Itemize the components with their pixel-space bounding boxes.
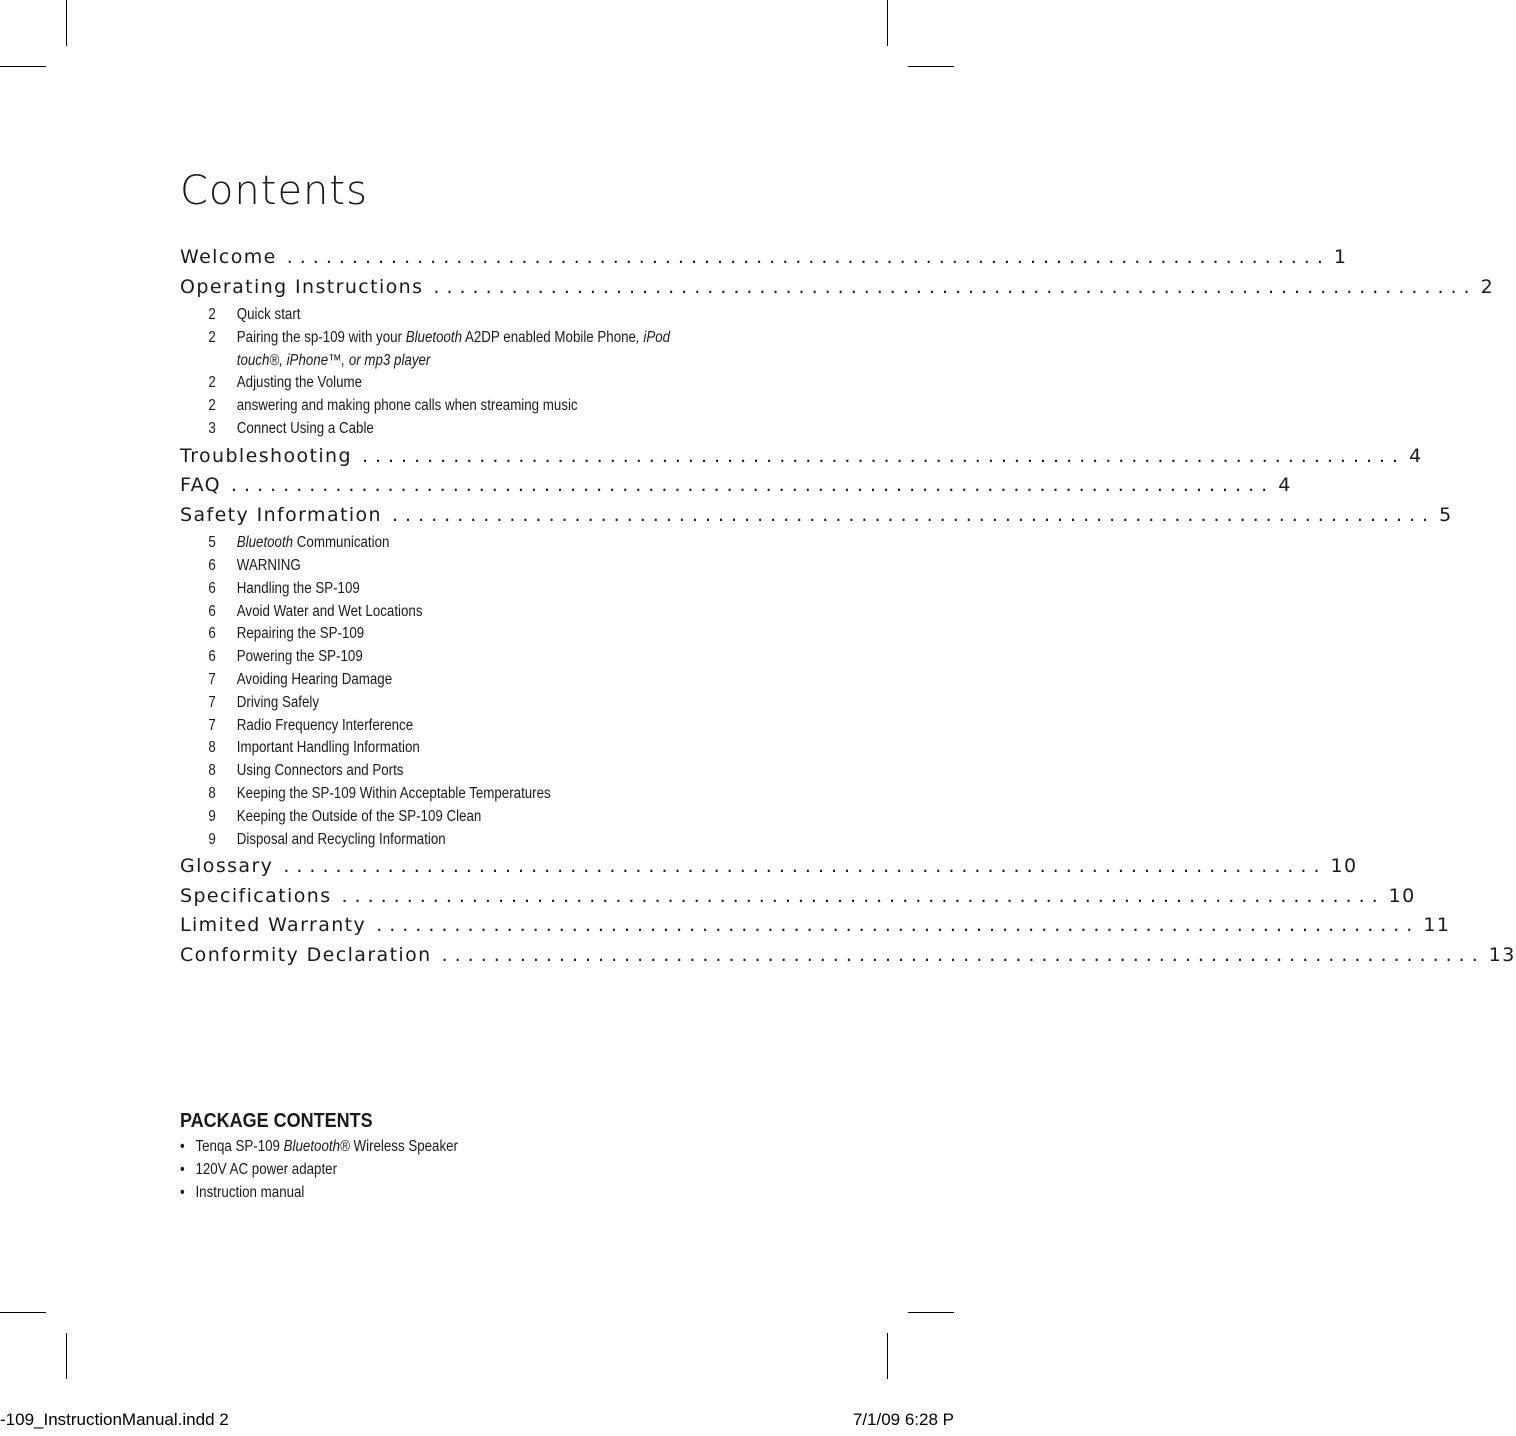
package-contents [180,1110,503,1204]
toc-entry[interactable] [180,246,1348,276]
toc-subentry-page: 7 [208,716,216,734]
toc-entry-page: 2 [1480,275,1495,298]
toc-subentry[interactable] [180,395,765,418]
toc-entry-page: 5 [1439,503,1453,526]
toc-leader-dots: ................................................................................ [231,474,1275,497]
toc-entry[interactable] [180,943,1516,974]
toc-entry-page: 13 [1488,943,1516,966]
slug-filename: -109_InstructionManual.indd 2 [0,1410,229,1429]
toc-subentry-label: Keeping the Outside of the SP-109 Clean [236,807,482,825]
bullet-icon: • [180,1160,185,1178]
toc-subentry[interactable] [180,783,765,806]
toc-subentry[interactable] [180,350,765,373]
toc-subentry[interactable] [180,692,765,715]
toc-entry-page: 11 [1423,914,1451,937]
toc-subentry-label: Repairing the SP-109 [236,625,365,643]
toc-subentries [180,532,774,851]
toc-entry[interactable] [180,884,1416,915]
toc-subentry-page: 9 [208,830,216,848]
toc-entry[interactable] [180,914,1451,944]
toc-entry-page: 4 [1278,474,1292,497]
list-item [180,1159,458,1182]
crop-mark-bottom-left-horizontal [0,1312,46,1313]
text-run: Communication [293,534,390,552]
toc-entry-page: 4 [1409,444,1423,467]
toc-subentry[interactable] [180,646,765,669]
toc-subentry-label: Using Connectors and Ports [236,762,404,780]
crop-mark-top-right-horizontal [908,66,954,67]
toc-entry[interactable] [180,474,1292,504]
toc-subentry[interactable] [180,601,765,624]
toc-subentry-page: 2 [208,397,216,415]
toc-leader-dots: ................................................................................ [433,275,1477,298]
toc-subentry[interactable] [180,418,765,441]
toc-subentry[interactable] [180,669,765,692]
toc-entry-page: 10 [1388,884,1416,907]
bullet-icon: • [180,1138,185,1155]
toc-entry-page: 1 [1333,246,1348,268]
toc-subentry-label [237,532,765,555]
toc-subentry-label [237,327,765,350]
slug-date-time: 7/1/09 6:28 P [852,1410,954,1429]
toc-subentry-label [237,350,765,373]
toc-leader-dots: ................................................................................ [392,503,1436,526]
toc-subentry-label: Driving Safely [236,693,319,711]
toc-subentry-label: answering and making phone calls when streaming music [236,397,578,415]
toc-subentry[interactable] [180,327,765,350]
toc-subentry-page: 6 [208,602,216,620]
toc-subentry-page: 9 [208,807,216,825]
text-run: Bluetooth [405,328,463,346]
page-title: Contents [180,168,368,214]
toc-subentry-page [180,350,237,373]
crop-mark-top-right-vertical [887,0,888,46]
toc-subentry-label: Adjusting the Volume [236,374,362,392]
toc-leader-dots: ................................................................................ [283,855,1327,878]
toc-entry[interactable] [180,275,1495,306]
toc-subentry-label: Connect Using a Cable [236,419,374,437]
crop-mark-bottom-right-horizontal [908,1312,954,1313]
toc-subentry-label: WARNING [236,557,301,575]
toc-subentry-label: Radio Frequency Interference [236,716,414,734]
toc-entry-label: Troubleshooting [180,444,352,467]
toc-subentry[interactable] [180,578,765,601]
list-item [180,1136,458,1159]
toc-subentry-page: 6 [208,648,216,666]
package-contents-heading: PACKAGE CONTENTS [180,1110,373,1132]
text-run: Tenqa SP-109 [195,1138,284,1155]
crop-mark-bottom-left-vertical [66,1333,67,1379]
crop-mark-top-left-horizontal [0,66,46,67]
crop-mark-bottom-right-vertical [887,1333,888,1379]
toc-subentry-label: Avoid Water and Wet Locations [236,602,423,620]
toc-subentry-label: Important Handling Information [236,739,420,757]
toc-subentry[interactable] [180,829,765,852]
toc-leader-dots: ................................................................................ [441,943,1485,966]
text-run: Instruction manual [195,1183,305,1201]
toc-subentry[interactable] [180,623,765,646]
toc-subentry[interactable] [180,806,765,829]
toc-subentry[interactable] [180,532,765,555]
toc-subentry-page: 6 [208,579,216,597]
toc-subentry-page: 7 [208,693,216,711]
toc-subentry-page: 8 [208,785,216,803]
toc-subentry-page: 2 [208,306,216,323]
toc-subentry[interactable] [180,737,765,760]
toc-entry-label: Specifications [180,884,332,907]
toc-entry-label: Limited Warranty [180,914,367,937]
text-run: touch®, iPhone™, or mp3 player [236,351,431,369]
toc-subentry-label: Keeping the SP-109 Within Acceptable Temperatures [236,785,551,803]
toc-entry-label: Operating Instructions [180,275,424,298]
bullet-icon: • [180,1183,185,1201]
toc-entry-label: FAQ [180,474,222,497]
toc-subentry-page: 8 [208,739,216,757]
text-run: Bluetooth® [283,1138,350,1155]
toc-subentry[interactable] [180,715,765,738]
text-run: Wireless Speaker [349,1138,458,1155]
table-of-contents [180,246,1516,973]
toc-subentry[interactable] [180,555,765,578]
package-contents-list [180,1136,503,1204]
toc-entry-label: Welcome [180,246,277,268]
toc-entry[interactable] [180,444,1423,475]
toc-subentry-label: Quick start [236,306,301,323]
toc-entry-page: 10 [1330,855,1358,878]
toc-leader-dots: ................................................................................ [341,884,1385,907]
toc-entry[interactable] [180,855,1358,885]
toc-subentry-page: 3 [208,419,216,437]
toc-subentry-label: Disposal and Recycling Information [236,830,446,848]
toc-leader-dots: ................................................................................ [361,444,1406,467]
toc-subentry-page: 5 [208,534,216,552]
text-run: , iPod [635,328,671,346]
toc-subentry-label: Avoiding Hearing Damage [236,671,393,689]
text-run: A2DP enabled Mobile Phone [462,328,636,346]
toc-subentry-label: Handling the SP-109 [236,579,360,597]
toc-entry-label: Safety Information [180,503,382,526]
toc-subentry-page: 2 [208,374,216,392]
toc-leader-dots: ................................................................................ [376,914,1420,937]
toc-subentry[interactable] [180,760,765,783]
text-run: Bluetooth [236,534,294,552]
toc-subentry-page: 6 [208,625,216,643]
toc-subentry[interactable] [180,372,765,395]
toc-subentry-label: Powering the SP-109 [236,648,363,666]
toc-subentry[interactable] [180,304,765,327]
crop-mark-top-left-vertical [66,0,67,46]
text-run: 120V AC power adapter [195,1160,338,1178]
toc-entry[interactable] [180,503,1453,534]
toc-subentry-page: 8 [208,762,216,780]
toc-subentry-page: 2 [208,328,216,346]
toc-subentry-page: 6 [208,557,216,575]
toc-subentry-page: 7 [208,671,216,689]
text-run: Pairing the sp-109 with your [236,328,406,346]
toc-entry-label: Conformity Declaration [180,943,432,966]
list-item [180,1182,458,1205]
toc-leader-dots: ................................................................................ [286,246,1330,268]
toc-subentries [180,304,774,441]
toc-entry-label: Glossary [180,855,274,878]
